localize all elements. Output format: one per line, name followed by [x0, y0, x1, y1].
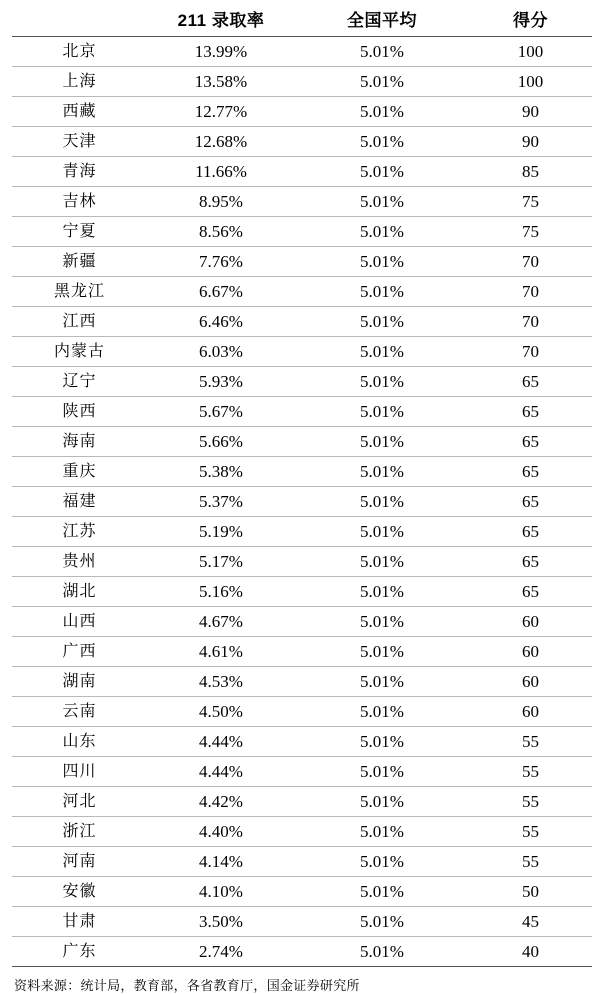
cell-region: 山东: [12, 727, 147, 757]
cell-score: 65: [469, 457, 592, 487]
column-header-average: 全国平均: [295, 6, 469, 37]
cell-rate: 4.44%: [147, 727, 295, 757]
cell-region: 湖北: [12, 577, 147, 607]
table-row: [12, 337, 592, 367]
cell-rate: 8.95%: [147, 187, 295, 217]
cell-region: 山西: [12, 607, 147, 637]
cell-region: 福建: [12, 487, 147, 517]
cell-score: 65: [469, 547, 592, 577]
cell-score: 55: [469, 727, 592, 757]
cell-region: 甘肃: [12, 907, 147, 937]
cell-score: 60: [469, 697, 592, 727]
cell-score: 60: [469, 607, 592, 637]
cell-average: 5.01%: [295, 187, 469, 217]
cell-average: 5.01%: [295, 877, 469, 907]
column-header-rate: 211 录取率: [147, 6, 295, 37]
cell-rate: 4.14%: [147, 847, 295, 877]
table-header-row: [12, 6, 592, 37]
cell-region: 重庆: [12, 457, 147, 487]
cell-score: 70: [469, 337, 592, 367]
cell-region: 内蒙古: [12, 337, 147, 367]
table-row: [12, 427, 592, 457]
table-row: [12, 247, 592, 277]
cell-average: 5.01%: [295, 727, 469, 757]
cell-score: 75: [469, 187, 592, 217]
cell-region: 河南: [12, 847, 147, 877]
admission-rate-table: [12, 6, 592, 967]
cell-region: 北京: [12, 37, 147, 67]
table-row: [12, 37, 592, 67]
table-row: [12, 607, 592, 637]
cell-average: 5.01%: [295, 667, 469, 697]
cell-rate: 4.50%: [147, 697, 295, 727]
table-row: [12, 397, 592, 427]
cell-rate: 8.56%: [147, 217, 295, 247]
table-row: [12, 157, 592, 187]
cell-average: 5.01%: [295, 517, 469, 547]
table-row: [12, 97, 592, 127]
cell-score: 65: [469, 367, 592, 397]
cell-rate: 4.10%: [147, 877, 295, 907]
table-row: [12, 487, 592, 517]
cell-rate: 11.66%: [147, 157, 295, 187]
cell-rate: 12.68%: [147, 127, 295, 157]
document-sheet: [0, 6, 604, 993]
cell-average: 5.01%: [295, 757, 469, 787]
cell-average: 5.01%: [295, 817, 469, 847]
cell-score: 65: [469, 427, 592, 457]
table-row: [12, 727, 592, 757]
cell-region: 河北: [12, 787, 147, 817]
cell-average: 5.01%: [295, 457, 469, 487]
cell-average: 5.01%: [295, 37, 469, 67]
cell-average: 5.01%: [295, 367, 469, 397]
cell-score: 55: [469, 817, 592, 847]
cell-rate: 2.74%: [147, 937, 295, 967]
cell-rate: 6.03%: [147, 337, 295, 367]
cell-rate: 5.19%: [147, 517, 295, 547]
cell-region: 海南: [12, 427, 147, 457]
cell-average: 5.01%: [295, 907, 469, 937]
cell-score: 50: [469, 877, 592, 907]
cell-rate: 5.67%: [147, 397, 295, 427]
cell-average: 5.01%: [295, 637, 469, 667]
cell-average: 5.01%: [295, 247, 469, 277]
table-row: [12, 787, 592, 817]
cell-average: 5.01%: [295, 157, 469, 187]
cell-region: 黑龙江: [12, 277, 147, 307]
cell-rate: 5.37%: [147, 487, 295, 517]
cell-average: 5.01%: [295, 277, 469, 307]
cell-average: 5.01%: [295, 547, 469, 577]
cell-region: 贵州: [12, 547, 147, 577]
table-row: [12, 937, 592, 967]
cell-score: 100: [469, 37, 592, 67]
cell-average: 5.01%: [295, 787, 469, 817]
cell-score: 55: [469, 847, 592, 877]
cell-average: 5.01%: [295, 427, 469, 457]
source-note: 资料来源：统计局，教育部，各省教育厅，国金证券研究所: [14, 978, 360, 993]
cell-score: 60: [469, 637, 592, 667]
cell-score: 60: [469, 667, 592, 697]
table-row: [12, 547, 592, 577]
cell-average: 5.01%: [295, 307, 469, 337]
cell-average: 5.01%: [295, 397, 469, 427]
cell-region: 湖南: [12, 667, 147, 697]
table-body: [12, 37, 592, 967]
cell-rate: 7.76%: [147, 247, 295, 277]
cell-average: 5.01%: [295, 937, 469, 967]
cell-rate: 4.40%: [147, 817, 295, 847]
cell-rate: 4.61%: [147, 637, 295, 667]
cell-rate: 12.77%: [147, 97, 295, 127]
table-row: [12, 817, 592, 847]
cell-score: 85: [469, 157, 592, 187]
table-row: [12, 697, 592, 727]
cell-region: 江苏: [12, 517, 147, 547]
cell-region: 四川: [12, 757, 147, 787]
table-row: [12, 457, 592, 487]
cell-region: 江西: [12, 307, 147, 337]
cell-score: 65: [469, 487, 592, 517]
cell-score: 45: [469, 907, 592, 937]
cell-rate: 4.67%: [147, 607, 295, 637]
cell-score: 70: [469, 307, 592, 337]
table-row: [12, 367, 592, 397]
cell-rate: 5.16%: [147, 577, 295, 607]
column-header-region: [12, 6, 147, 37]
cell-score: 75: [469, 217, 592, 247]
table-row: [12, 847, 592, 877]
cell-rate: 4.42%: [147, 787, 295, 817]
cell-region: 广东: [12, 937, 147, 967]
table-row: [12, 67, 592, 97]
cell-average: 5.01%: [295, 337, 469, 367]
table-row: [12, 577, 592, 607]
cell-region: 陕西: [12, 397, 147, 427]
cell-region: 吉林: [12, 187, 147, 217]
cell-region: 青海: [12, 157, 147, 187]
cell-region: 新疆: [12, 247, 147, 277]
cell-average: 5.01%: [295, 847, 469, 877]
cell-average: 5.01%: [295, 697, 469, 727]
cell-region: 宁夏: [12, 217, 147, 247]
cell-rate: 4.44%: [147, 757, 295, 787]
cell-rate: 6.67%: [147, 277, 295, 307]
cell-average: 5.01%: [295, 217, 469, 247]
cell-score: 100: [469, 67, 592, 97]
table-row: [12, 637, 592, 667]
table-row: [12, 877, 592, 907]
table-header: [12, 6, 592, 37]
cell-region: 天津: [12, 127, 147, 157]
table-row: [12, 217, 592, 247]
cell-score: 70: [469, 277, 592, 307]
cell-average: 5.01%: [295, 97, 469, 127]
cell-region: 浙江: [12, 817, 147, 847]
table-row: [12, 277, 592, 307]
cell-rate: 5.17%: [147, 547, 295, 577]
cell-score: 65: [469, 397, 592, 427]
cell-rate: 5.66%: [147, 427, 295, 457]
cell-rate: 13.99%: [147, 37, 295, 67]
cell-score: 55: [469, 757, 592, 787]
cell-score: 65: [469, 517, 592, 547]
cell-score: 55: [469, 787, 592, 817]
cell-rate: 3.50%: [147, 907, 295, 937]
cell-score: 90: [469, 127, 592, 157]
cell-score: 65: [469, 577, 592, 607]
cell-score: 90: [469, 97, 592, 127]
cell-region: 西藏: [12, 97, 147, 127]
table-row: [12, 517, 592, 547]
cell-average: 5.01%: [295, 577, 469, 607]
cell-rate: 5.93%: [147, 367, 295, 397]
cell-average: 5.01%: [295, 487, 469, 517]
column-header-score: 得分: [469, 6, 592, 37]
table-row: [12, 667, 592, 697]
table-row: [12, 307, 592, 337]
cell-average: 5.01%: [295, 607, 469, 637]
cell-average: 5.01%: [295, 127, 469, 157]
cell-region: 云南: [12, 697, 147, 727]
cell-rate: 13.58%: [147, 67, 295, 97]
table-row: [12, 907, 592, 937]
table-row: [12, 127, 592, 157]
cell-score: 70: [469, 247, 592, 277]
table-row: [12, 187, 592, 217]
cell-region: 上海: [12, 67, 147, 97]
cell-rate: 6.46%: [147, 307, 295, 337]
cell-average: 5.01%: [295, 67, 469, 97]
cell-score: 40: [469, 937, 592, 967]
cell-region: 安徽: [12, 877, 147, 907]
cell-rate: 4.53%: [147, 667, 295, 697]
table-row: [12, 757, 592, 787]
cell-region: 广西: [12, 637, 147, 667]
cell-region: 辽宁: [12, 367, 147, 397]
cell-rate: 5.38%: [147, 457, 295, 487]
